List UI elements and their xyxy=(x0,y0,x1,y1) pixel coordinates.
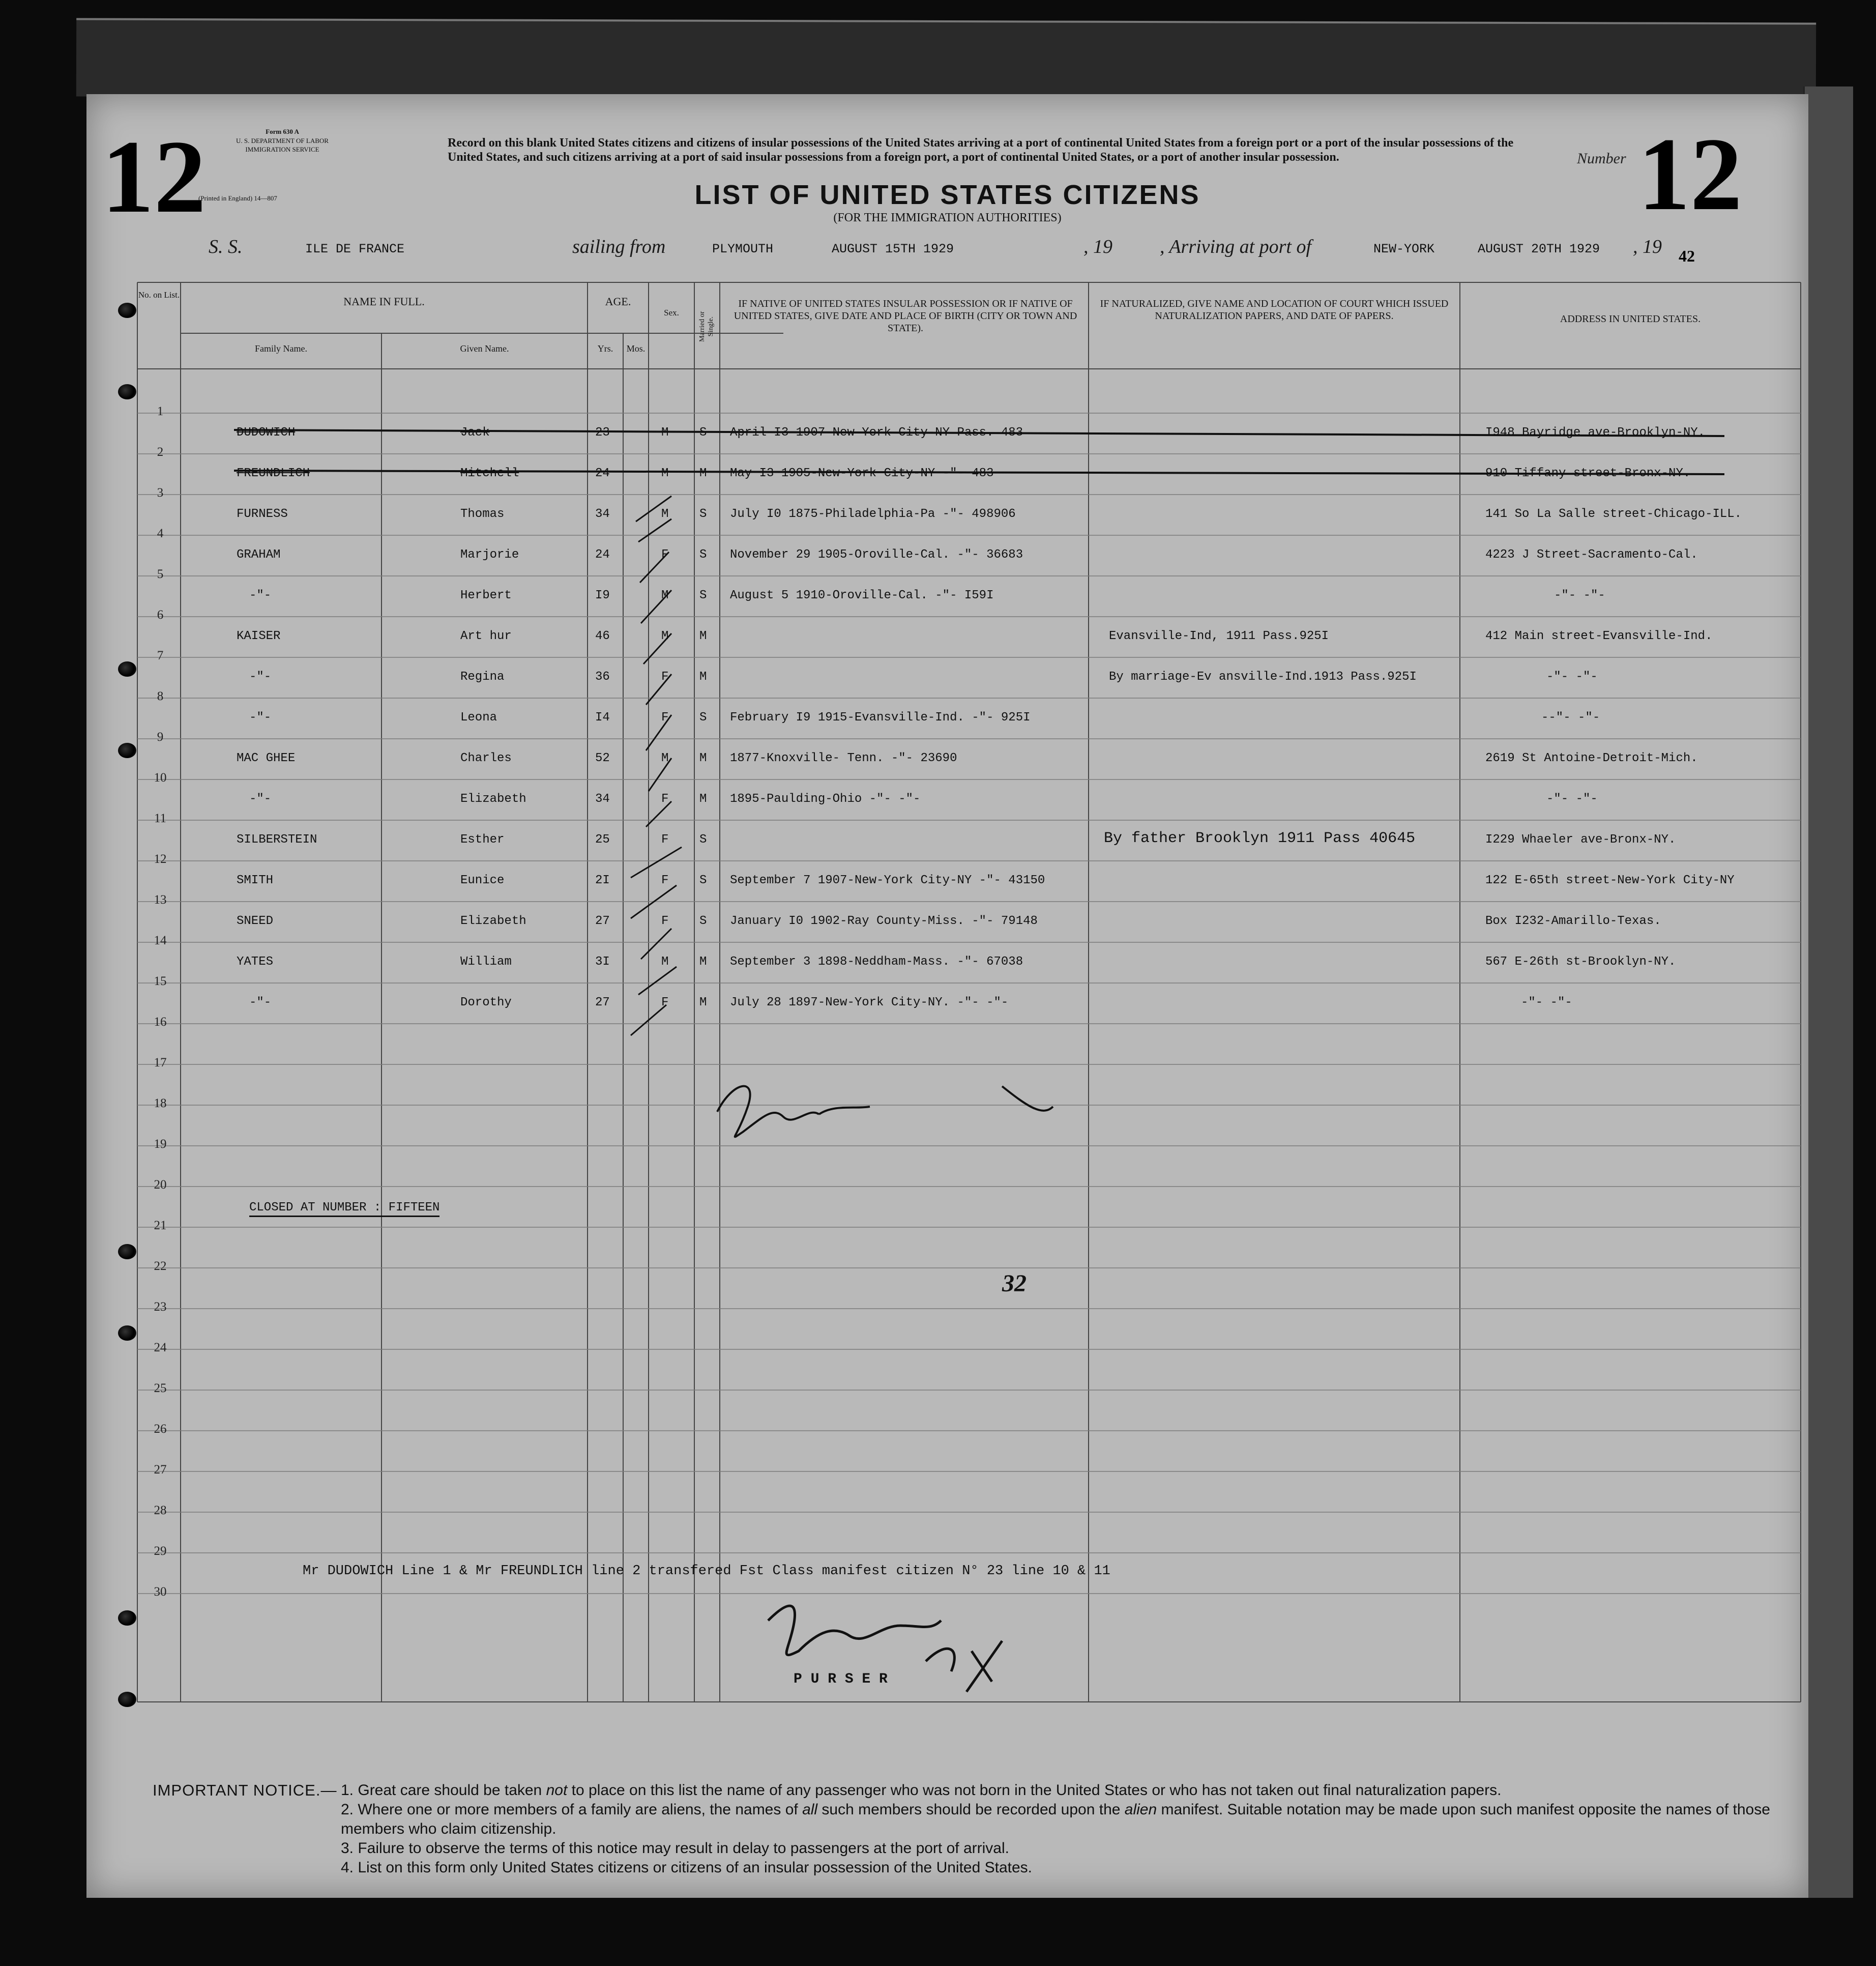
given-name: Eunice xyxy=(460,874,505,887)
address: --"- -"- xyxy=(1541,711,1600,725)
notice-text: 4. List on this form only United States citizens or citizens of an insular possession of the United States. xyxy=(341,1859,1033,1876)
address: -"- -"- xyxy=(1521,996,1572,1009)
birth-info: July I0 1875-Philadelphia-Pa -"- 498906 xyxy=(730,507,1016,521)
punch-hole xyxy=(118,303,136,318)
address: -"- -"- xyxy=(1546,792,1598,806)
ship-name: ILE DE FRANCE xyxy=(305,242,405,256)
punch-hole xyxy=(118,1610,136,1626)
row-number: 16 xyxy=(154,1015,167,1029)
age-years: 34 xyxy=(595,792,610,806)
header-sex: Sex. xyxy=(664,308,679,317)
given-name: Jack xyxy=(460,426,490,440)
age-years: 27 xyxy=(595,996,610,1009)
given-name: Dorothy xyxy=(460,996,512,1009)
naturalization-info: Evansville-Ind, 1911 Pass.925I xyxy=(1109,629,1329,643)
age-years: 3I xyxy=(595,955,610,969)
date-to: AUGUST 20TH 1929 xyxy=(1478,242,1600,256)
row-number: 10 xyxy=(154,771,167,785)
sex: F xyxy=(661,792,669,806)
notice-label: IMPORTANT NOTICE.— xyxy=(153,1781,337,1799)
address: I229 Whaeler ave-Bronx-NY. xyxy=(1485,833,1676,847)
page-subtitle: (FOR THE IMMIGRATION AUTHORITIES) xyxy=(833,211,1062,224)
birth-info: February I9 1915-Evansville-Ind. -"- 925I xyxy=(730,711,1031,725)
sex: M xyxy=(661,629,669,643)
family-name: MAC GHEE xyxy=(237,751,296,765)
given-name: Esther xyxy=(460,833,505,847)
header-yrs: Yrs. xyxy=(597,343,613,354)
birth-info: November 29 1905-Oroville-Cal. -"- 36683 xyxy=(730,548,1023,562)
marital-status: S xyxy=(699,507,707,521)
row-number: 3 xyxy=(157,486,164,500)
notice-item xyxy=(341,1800,1791,1839)
notice-list xyxy=(341,1781,1791,1877)
header-address: ADDRESS IN UNITED STATES. xyxy=(1560,313,1701,325)
row-number: 20 xyxy=(154,1178,167,1192)
header-age: AGE. xyxy=(605,295,631,308)
age-years: 34 xyxy=(595,507,610,521)
year-label-2: , 19 xyxy=(1633,236,1662,257)
given-name: Herbert xyxy=(460,589,512,602)
family-name: -"- xyxy=(249,589,272,602)
notice-text: 2. Where one or more members of a family are aliens, the names of xyxy=(341,1801,803,1818)
manifest-page xyxy=(86,94,1808,1898)
sex: F xyxy=(661,996,669,1009)
punch-hole xyxy=(118,661,136,677)
age-years: 52 xyxy=(595,751,610,765)
age-years: I4 xyxy=(595,711,610,725)
marital-status: S xyxy=(699,548,707,562)
notice-item xyxy=(341,1839,1791,1858)
purser-label: P U R S E R xyxy=(794,1671,888,1687)
ss-label: S. S. xyxy=(209,236,243,257)
given-name: Elizabeth xyxy=(460,792,526,806)
age-years: I9 xyxy=(595,589,610,602)
birth-info: September 3 1898-Neddham-Mass. -"- 67038 xyxy=(730,955,1023,969)
birth-info: 1877-Knoxville- Tenn. -"- 23690 xyxy=(730,751,957,765)
row-number: 18 xyxy=(154,1096,167,1110)
sex: F xyxy=(661,874,669,887)
marital-status: S xyxy=(699,874,707,887)
port-from: PLYMOUTH xyxy=(712,242,774,256)
family-name: SNEED xyxy=(237,914,274,928)
row-number: 22 xyxy=(154,1259,167,1273)
page-mark: 32 xyxy=(1002,1270,1027,1297)
row-number: 5 xyxy=(157,567,164,581)
row-number: 21 xyxy=(154,1219,167,1232)
naturalization-info: By marriage-Ev ansville-Ind.1913 Pass.925I xyxy=(1109,670,1417,684)
row-number: 17 xyxy=(154,1056,167,1069)
punch-hole xyxy=(118,384,136,399)
header-no-on-list: No. on List. xyxy=(138,290,180,300)
row-number: 2 xyxy=(157,445,164,459)
printed-label: (Printed in England) 14—807 xyxy=(198,194,277,202)
notice-text: such members should be recorded upon the xyxy=(817,1801,1125,1818)
marital-status: M xyxy=(699,996,707,1009)
notice-text: 1. Great care should be taken xyxy=(341,1782,546,1799)
intro-text: Record on this blank United States citizens and citizens of insular possessions of the United States arriving at a port of continental United States from a foreign port or a port of the insular possessions of the United States, and such citizens arriving at a port of said insular possessions from a foreign port, a port of continental United States, or a port of another insular possession. xyxy=(448,136,1514,164)
sex: M xyxy=(661,467,669,480)
address: 412 Main street-Evansville-Ind. xyxy=(1485,629,1713,643)
year-suffix: 42 xyxy=(1679,247,1695,265)
page-title: LIST OF UNITED STATES CITIZENS xyxy=(694,180,1200,210)
notice-item xyxy=(341,1858,1791,1877)
form-number: Form 630 A xyxy=(266,128,299,135)
notice-emphasis: not xyxy=(546,1782,568,1799)
marital-status: M xyxy=(699,792,707,806)
row-number: 27 xyxy=(154,1463,167,1477)
family-name: -"- xyxy=(249,670,272,684)
address: I948 Bayridge ave-Brooklyn-NY. xyxy=(1485,426,1706,440)
address: 910 Tiffany street-Bronx-NY. xyxy=(1485,467,1691,480)
family-name: KAISER xyxy=(237,629,281,643)
row-number: 24 xyxy=(154,1341,167,1354)
department-label: U. S. DEPARTMENT OF LABOR xyxy=(236,136,329,144)
sex: F xyxy=(661,670,669,684)
address: 122 E-65th street-New-York City-NY xyxy=(1485,874,1735,887)
notice-text: manifest. Suitable notation may be made upon such manifest opposite the names of those members who claim citizenship. xyxy=(341,1801,1770,1837)
marital-status: M xyxy=(699,467,707,480)
notice-emphasis: alien xyxy=(1124,1801,1157,1818)
age-years: 27 xyxy=(595,914,610,928)
row-number: 25 xyxy=(154,1381,167,1395)
naturalization-info: By father Brooklyn 1911 Pass 40645 xyxy=(1104,830,1416,847)
family-name: DUDOWICH xyxy=(237,426,296,440)
notice-emphasis: all xyxy=(802,1801,818,1818)
row-number: 4 xyxy=(157,527,164,540)
page-edge-right xyxy=(1803,86,1853,1898)
birth-info: 1895-Paulding-Ohio -"- -"- xyxy=(730,792,921,806)
port-to: NEW-YORK xyxy=(1373,242,1435,256)
birth-info: July 28 1897-New-York City-NY. -"- -"- xyxy=(730,996,1009,1009)
age-years: 36 xyxy=(595,670,610,684)
year-label-1: , 19 xyxy=(1083,236,1112,257)
marital-status: S xyxy=(699,589,707,602)
birth-info: August 5 1910-Oroville-Cal. -"- I59I xyxy=(730,589,994,602)
sex: M xyxy=(661,507,669,521)
address: 4223 J Street-Sacramento-Cal. xyxy=(1485,548,1698,562)
row-number: 1 xyxy=(157,404,164,418)
transfer-note: Mr DUDOWICH Line 1 & Mr FREUNDLICH line 2 transfered Fst Class manifest citizen N° 23 line 10 & 11 xyxy=(303,1564,1110,1579)
row-number: 12 xyxy=(154,852,167,866)
family-name: FREUNDLICH xyxy=(237,467,310,480)
given-name: Leona xyxy=(460,711,497,725)
marital-status: M xyxy=(699,751,707,765)
sex: M xyxy=(661,751,669,765)
row-number: 13 xyxy=(154,893,167,907)
given-name: Thomas xyxy=(460,507,505,521)
address: -"- -"- xyxy=(1554,589,1605,602)
family-name: -"- xyxy=(249,711,272,725)
marital-status: S xyxy=(699,833,707,847)
given-name: Mitchell xyxy=(460,467,519,480)
address: 567 E-26th st-Brooklyn-NY. xyxy=(1485,955,1676,969)
marital-status: M xyxy=(699,955,707,969)
punch-hole xyxy=(118,743,136,758)
header-married-single: Married or Single. xyxy=(698,311,715,342)
marital-status: M xyxy=(699,629,707,643)
header-name-in-full: NAME IN FULL. xyxy=(343,295,425,308)
age-years: 25 xyxy=(595,833,610,847)
page-edge-top xyxy=(76,18,1816,101)
row-number: 14 xyxy=(154,934,167,947)
row-number: 26 xyxy=(154,1422,167,1436)
row-number: 6 xyxy=(157,608,164,622)
row-number: 19 xyxy=(154,1137,167,1151)
marital-status: S xyxy=(699,426,707,440)
given-name: Charles xyxy=(460,751,512,765)
family-name: GRAHAM xyxy=(237,548,281,562)
corner-number-right: 12 xyxy=(1638,117,1742,232)
age-years: 24 xyxy=(595,467,610,480)
closed-at-number: CLOSED AT NUMBER : FIFTEEN xyxy=(249,1201,439,1217)
sex: M xyxy=(661,955,669,969)
header-family-name: Family Name. xyxy=(255,343,307,354)
given-name: William xyxy=(460,955,512,969)
address: Box I232-Amarillo-Texas. xyxy=(1485,914,1661,928)
age-years: 24 xyxy=(595,548,610,562)
header-given-name: Given Name. xyxy=(460,343,509,354)
sex: F xyxy=(661,833,669,847)
marital-status: S xyxy=(699,914,707,928)
family-name: -"- xyxy=(249,792,272,806)
birth-info: September 7 1907-New-York City-NY -"- 43150 xyxy=(730,874,1045,887)
address: 2619 St Antoine-Detroit-Mich. xyxy=(1485,751,1698,765)
birth-info: April I3 1907-New-York City-NY Pass. 483 xyxy=(730,426,1023,440)
family-name: SMITH xyxy=(237,874,274,887)
given-name: Marjorie xyxy=(460,548,519,562)
sex: F xyxy=(661,914,669,928)
date-from: AUGUST 15TH 1929 xyxy=(832,242,954,256)
sex: M xyxy=(661,589,669,602)
corner-number-left: 12 xyxy=(102,119,206,235)
marital-status: M xyxy=(699,670,707,684)
given-name: Regina xyxy=(460,670,505,684)
header-birth: IF NATIVE OF UNITED STATES INSULAR POSSESSION OR IF NATIVE OF UNITED STATES, GIVE DATE AND PLACE OF BIRTH (CITY OR TOWN AND STATE). xyxy=(734,298,1077,334)
family-name: FURNESS xyxy=(237,507,288,521)
sex: M xyxy=(661,426,669,440)
age-years: 46 xyxy=(595,629,610,643)
row-number: 8 xyxy=(157,689,164,703)
marital-status: S xyxy=(699,711,707,725)
address: -"- -"- xyxy=(1546,670,1598,684)
given-name: Elizabeth xyxy=(460,914,526,928)
notice-text: 3. Failure to observe the terms of this notice may result in delay to passengers at the port of arrival. xyxy=(341,1840,1009,1857)
row-number: 7 xyxy=(157,649,164,662)
row-number: 29 xyxy=(154,1544,167,1558)
family-name: -"- xyxy=(249,996,272,1009)
age-years: 2I xyxy=(595,874,610,887)
birth-info: January I0 1902-Ray County-Miss. -"- 79148 xyxy=(730,914,1038,928)
punch-hole xyxy=(118,1692,136,1707)
family-name: YATES xyxy=(237,955,274,969)
header-mos: Mos. xyxy=(626,343,646,354)
family-name: SILBERSTEIN xyxy=(237,833,317,847)
header-naturalized: IF NATURALIZED, GIVE NAME AND LOCATION OF COURT WHICH ISSUED NATURALIZATION PAPERS, AND DATE OF PAPERS. xyxy=(1100,298,1449,322)
service-label: IMMIGRATION SERVICE xyxy=(245,146,319,154)
row-number: 11 xyxy=(154,812,167,825)
row-number: 23 xyxy=(154,1300,167,1314)
row-number: 15 xyxy=(154,974,167,988)
notice-item xyxy=(341,1781,1791,1800)
notice-text: to place on this list the name of any passenger who was not born in the United States or who has not taken out final naturalization papers. xyxy=(567,1782,1502,1799)
birth-info: May I3 1905-New-York City-NY -"- 483 xyxy=(730,467,994,480)
row-number: 9 xyxy=(157,730,164,744)
given-name: Art hur xyxy=(460,629,512,643)
punch-hole xyxy=(118,1325,136,1341)
row-number: 30 xyxy=(154,1585,167,1599)
sex: F xyxy=(661,548,669,562)
punch-hole xyxy=(118,1244,136,1259)
sailing-label: sailing from xyxy=(572,236,666,257)
number-label: Number xyxy=(1577,150,1626,167)
address: 141 So La Salle street-Chicago-ILL. xyxy=(1485,507,1742,521)
sex: F xyxy=(661,711,669,725)
age-years: 23 xyxy=(595,426,610,440)
arriving-label: , Arriving at port of xyxy=(1160,236,1312,257)
row-number: 28 xyxy=(154,1504,167,1517)
